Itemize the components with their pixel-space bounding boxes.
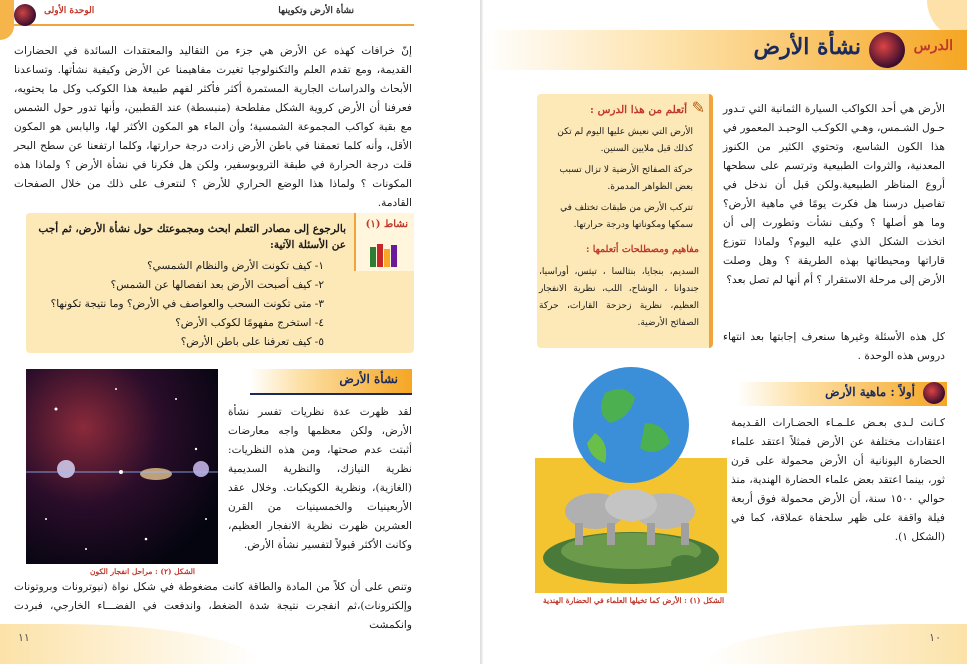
activity-questions bbox=[51, 257, 324, 352]
activity-label: نشاط (١) bbox=[365, 219, 408, 230]
activity-prompt: بالرجوع إلى مصادر التعلم ابحث ومجموعتك حول نشأة الأرض، ثم أجب عن الأسئلة الآتية: bbox=[38, 223, 346, 251]
origin-paragraph: لقد ظهرت عدة نظريات تفسر نشأة الأرض، ولكن معظمها واجه معارضات أثبتت عدم صحتها، ومن هذه النظريات: نظرية النيازك، والنظرية السديمية (الغازية)، ونظرية الكويكبات. وخلال عقد الأربعينيات والخمسينيات من القرن العشرين ظهرت نظرية الانفجار العظيم، وكانت الأكثر قبولاً لتفسير نشأة الأرض. bbox=[228, 406, 412, 551]
terms-list: السديم، بنجايا، بنثالسا ، تيثس، أوراسيا، جندوانا ، الوشاح، اللب، نظرية الانفجار العظيم، نظرية زحزحة القارات، حركة الصفائح الأرضية. bbox=[539, 267, 699, 328]
right-page bbox=[483, 0, 967, 664]
left-page bbox=[0, 0, 483, 664]
learn-point: الأرض التي نعيش عليها اليوم لم تكن كذلك قبل ملايين السنين. bbox=[557, 127, 693, 154]
section-heading-bar bbox=[737, 382, 947, 406]
question-item: ٢- كيف أصبحت الأرض بعد انفصالها عن الشمس؟ bbox=[110, 279, 324, 291]
question-item: ٤- استخرج مفهومًا لكوكب الأرض؟ bbox=[175, 317, 324, 329]
page-number: ١٠ bbox=[929, 631, 941, 644]
section-label: نشأة الأرض وتكوينها bbox=[278, 6, 354, 16]
section-heading: أولاً : ماهية الأرض bbox=[825, 385, 915, 399]
corner-decoration bbox=[0, 0, 14, 40]
question-item: ٥- كيف تعرفنا على باطن الأرض؟ bbox=[180, 336, 324, 348]
galaxy-illustration bbox=[26, 369, 218, 564]
pen-icon: ✎ bbox=[691, 98, 705, 117]
learn-points bbox=[543, 124, 693, 238]
learn-point: تتركب الأرض من طبقات تختلف في سمكها ومكوناتها ودرجة حرارتها. bbox=[560, 203, 693, 230]
lesson-banner bbox=[483, 30, 967, 70]
globe-icon bbox=[923, 382, 945, 404]
bottom-paragraph: وتنص على أن كلاً من المادة والطاقة كانت مضغوطة في شكل نواة (نيوترونات وبروتونات وإلكترونات)،ثم انفجرت نتيجة شدة الضغط، واندفعت في الفضـــاء الخارجي، فبردت وانكمشت bbox=[14, 581, 412, 631]
unit-label: الوحدة الأولى bbox=[44, 6, 95, 16]
question-item: ٣- متى تكونت السحب والعواصف في الأرض؟ وما نتيجة تكونها؟ bbox=[50, 298, 324, 310]
learning-objectives-box bbox=[537, 94, 713, 348]
books-icon bbox=[368, 241, 402, 267]
intro-paragraph: الأرض هي أحد الكواكب السيارة الثمانية التي تـدور حـول الشـمس، وهـي الكوكـب الوحيـد المعمور في هذا الكون الشاسع، وتحتوي الكثير من الكنوز المعدنية، والثروات الطبيعية وترتسم على سطحها أروع المناظر الطبيعية.ولكن قبل أن ندخل في تفاصيل درسنا هل فكرت يومًا في ماهية الأرض؟ وما هو أصلها ؟ وكيف نشأت وتطورت إلى أن اتخذت الشكل الذي عليه اليوم؟ ولماذا تتوزع قاراتها ومحيطاتها بهذه الطريقة ؟ وهل وصلت الأرض إلى مرحلة الاستقرار ؟ أم أنها لم تصل بعد؟ bbox=[723, 103, 945, 286]
section-heading: نشأة الأرض bbox=[339, 372, 398, 386]
section-heading-bar bbox=[250, 369, 412, 393]
intro-paragraph: إنّ خرافات كهذه عن الأرض هي جزء من التقاليد والمعتقدات السائدة في الحضارات القديمة، ومع تقدم العلم والتكنولوجيا تغيرت مفاهيمنا عن الأرض وكيفية نشأتها. وتساعدنا الأبحاث والدراسات الجارية المستمرة أكثر فأكثر لفهم طبيعة هذا الكوكب وكل ما يحتويه، فعرفنا أن الأرض كروية الشكل مفلطحة (منبسطة) عند القطبين، وأنها تدور حول الشمس مع بقية كواكب المجموعة الشمسية؛ وأن الماء هو المكون الأكثر لها، واليابس هو المكون الأقل، وأنه كلما تعمقنا في باطن الأرض زادت درجة حرارتها، وكلما ارتفعنا عن سطح البحر قلت درجة الحرارة في طبقة التروبوسفير، ولكن هل فكرنا في نشأة الأرض ؟ ولماذا هذه المكونات ؟ ولماذا هذا الوضع الحراري للأرض ؟ لنتعرف على ذلك من خلال الصفحات القادمة. bbox=[14, 45, 412, 209]
learn-point: حركة الصفائح الأرضية لا تزال تسبب بعض الظواهر المدمرة. bbox=[559, 165, 693, 192]
running-header bbox=[14, 4, 414, 26]
figure-caption: الشكل (١) : الأرض كما تخيلها العلماء في الحضارة الهندية bbox=[543, 596, 725, 605]
earth-elephants-turtle-figure bbox=[535, 363, 727, 593]
intro-closing: كل هذه الأسئلة وغيرها سنعرف إجابتها بعد انتهاء دروس هذه الوحدة . bbox=[723, 331, 945, 362]
big-bang-figure bbox=[26, 369, 218, 564]
activity-tab bbox=[354, 213, 414, 271]
activity-box bbox=[26, 213, 414, 353]
question-item: ١- كيف تكونت الأرض والنظام الشمسي؟ bbox=[147, 260, 324, 272]
figure-caption: الشكل (٢) : مراحل انفجار الكون bbox=[90, 567, 196, 576]
globe-icon bbox=[14, 4, 36, 26]
learn-heading: أتعلم من هذا الدرس : bbox=[590, 104, 687, 116]
terms-heading: مفاهيم ومصطلحات أتعلمها : bbox=[585, 244, 699, 255]
ancient-beliefs-paragraph: كـانت لـدى بعـض علـمـاء الحضـارات القـديمة اعتقادات مختلفة عن الأرض فمثلاً اعتقد علماء الحضارة اليونانية أن الأرض محمولة على قرن ثور، بينما اعتقد بعض علماء الحضارة الهندية، منذ حوالي ١٥٠٠ سنة، أن الأرض محمولة فوق أربعة فيلة واقفة على ظهر سلحفاة عملاقة، كما في (الشكل ١). bbox=[731, 417, 945, 543]
globe-icon bbox=[869, 32, 905, 68]
footer-decoration bbox=[707, 624, 967, 664]
page-number: ١١ bbox=[18, 631, 30, 644]
lesson-title: نشأة الأرض bbox=[753, 34, 861, 60]
lesson-label: الدرس bbox=[913, 38, 953, 54]
